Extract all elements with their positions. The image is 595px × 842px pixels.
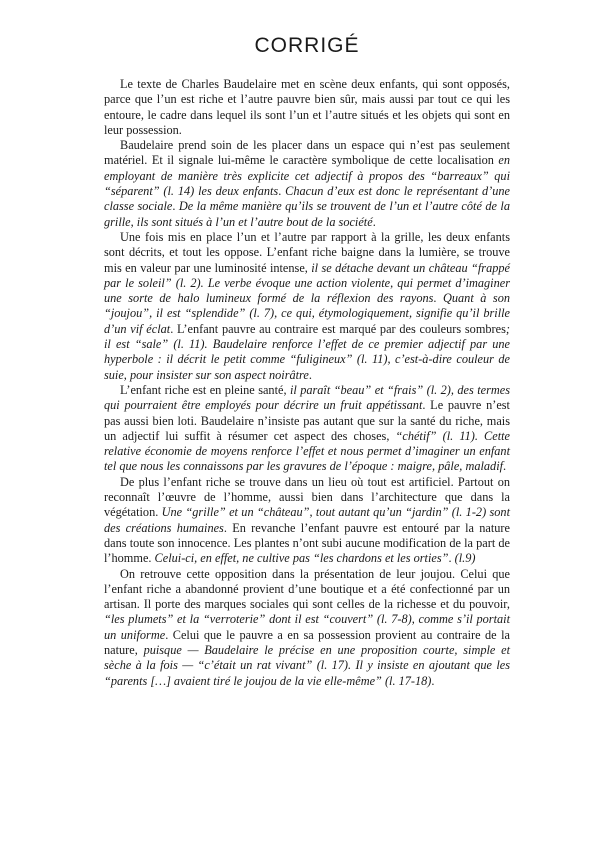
page-title: CORRIGÉ	[254, 34, 360, 57]
text-run: Baudelaire prend soin de les placer dans un espace qui n’est pas seulement matériel. Et il signale lui-même le caractère symbolique de cette localisation	[104, 138, 510, 168]
text-run: . Le pauvre n’est pas aussi bien loti. Baudelaire n’insiste pas autant que sur la santé du riche, mais un adjectif lui suffit à résumer cet aspect des choses,	[104, 398, 510, 443]
text-run: . En revanche l’enfant pauvre est entouré par la nature dans toute son innocence. Les plantes n’ont subi aucune modification de la part de l’homme.	[104, 520, 510, 566]
paragraph-6	[104, 567, 510, 689]
italic-run: en employant de manière très explicite cet adjectif à propos des “barreaux” qui “séparent” (l. 14) les deux enfants	[104, 153, 510, 199]
italic-run: Chacun d’eux est donc le représentant d’une classe sociale	[104, 184, 510, 214]
text-run: .	[278, 184, 286, 199]
text-run: . Celui que le pauvre a en sa possession provient au contraire de la nature,	[104, 627, 510, 657]
italic-run: (l.9)	[454, 551, 476, 566]
text-run: L’enfant riche est en pleine santé,	[120, 382, 290, 397]
text-run: On retrouve cette opposition dans la présentation de leur joujou. Celui que l’enfant riche a abandonné provient d’une boutique et a été confectionné par un artisan. Il porte des marques sociales qui sont celles de la richesse et du pouvoir,	[104, 566, 510, 612]
paragraph-5	[104, 475, 510, 567]
paragraph-2	[104, 138, 510, 230]
italic-run: De la même manière qu’ils se trouvent de l’un et l’autre côté de la grille, ils sont situés à l’un et l’autre bout de la société	[104, 199, 510, 229]
italic-run: puisque — Baudelaire le précise en une proposition courte, simple et sèche à la fois — “c’était un rat vivant” (l. 17). Il y insiste en ajoutant que les “parents […] avaient tiré le joujou de la vie elle-même” (l. 17-18)	[104, 642, 510, 688]
text-run: .	[431, 673, 435, 688]
text-run: Le texte de Charles Baudelaire met en scène deux enfants, qui sont opposés, parce que l’un est riche et l’autre pauvre bien sûr, mais aussi par tout ce qui les entoure, le cadre dans lequel ils sont l’un et l’autre situés et les objets qui sont en leur possession.	[104, 77, 510, 137]
text-run: Une fois mis en place l’un et l’autre par rapport à la grille, les deux enfants sont décrits, et tout les oppose. L’enfant riche baigne dans la lumière, se trouve mis en valeur par une luminosité intense,	[104, 229, 510, 275]
text-run: .	[433, 291, 443, 306]
italic-run: ; il est “sale” (l. 11). Baudelaire renforce l’effet de ce premier adjectif par une hyperbole : il décrit le petit comme “fuligineux” (l. 11), c’est-à-dire couleur de suie, pour insister sur son aspect noirâtre	[104, 321, 510, 382]
paragraph-4	[104, 383, 510, 475]
text-run: .	[448, 551, 455, 566]
italic-run: Quant à son “joujou”, il est “splendide” (l. 7), ce qui, étymologiquement, signifie qu’il brille d’un vif éclat	[104, 291, 510, 336]
text-run: . L’enfant pauvre au contraire est marqué par des couleurs sombres	[170, 321, 506, 336]
italic-run: “chétif” (l. 11). Cette relative économie de moyens renforce l’effet et nous permet d’imaginer un enfant tel que nous les connaissons par les gravures de l’époque : maigre, pâle, maladif	[104, 428, 510, 474]
italic-run: il se détache devant un château “frappé par le soleil” (l. 2). Le verbe évoque une action violente, qui permet d’imaginer une sorte de halo lumineux formé de la réflexion des rayons	[104, 260, 510, 306]
paragraph-3	[104, 230, 510, 383]
text-run: De plus l’enfant riche se trouve dans un lieu où tout est artificiel. Partout on reconnaît l’œuvre de l’homme, aussi bien dans l’architecture que dans la végétation.	[104, 474, 510, 520]
text-run: .	[172, 199, 179, 214]
italic-run: “les plumets” et la “verroterie” dont il est “couvert” (l. 7-8), comme s’il portait un uniforme	[104, 612, 510, 642]
italic-run: il paraît “beau” et “frais” (l. 2), des termes qui pourraient être employés pour décrire un fruit appétissant	[104, 382, 510, 413]
paragraph-1	[104, 77, 510, 138]
text-run: .	[308, 367, 312, 382]
text-run: .	[372, 214, 376, 229]
italic-run: Une “grille” et un “château”, tout autant qu’un “jardin” (l. 1-2) sont des créations humaines	[104, 505, 510, 535]
text-run: .	[503, 459, 507, 474]
italic-run: Celui-ci, en effet, ne cultive pas “les chardons et les orties”	[154, 551, 449, 566]
document-body	[104, 77, 510, 689]
